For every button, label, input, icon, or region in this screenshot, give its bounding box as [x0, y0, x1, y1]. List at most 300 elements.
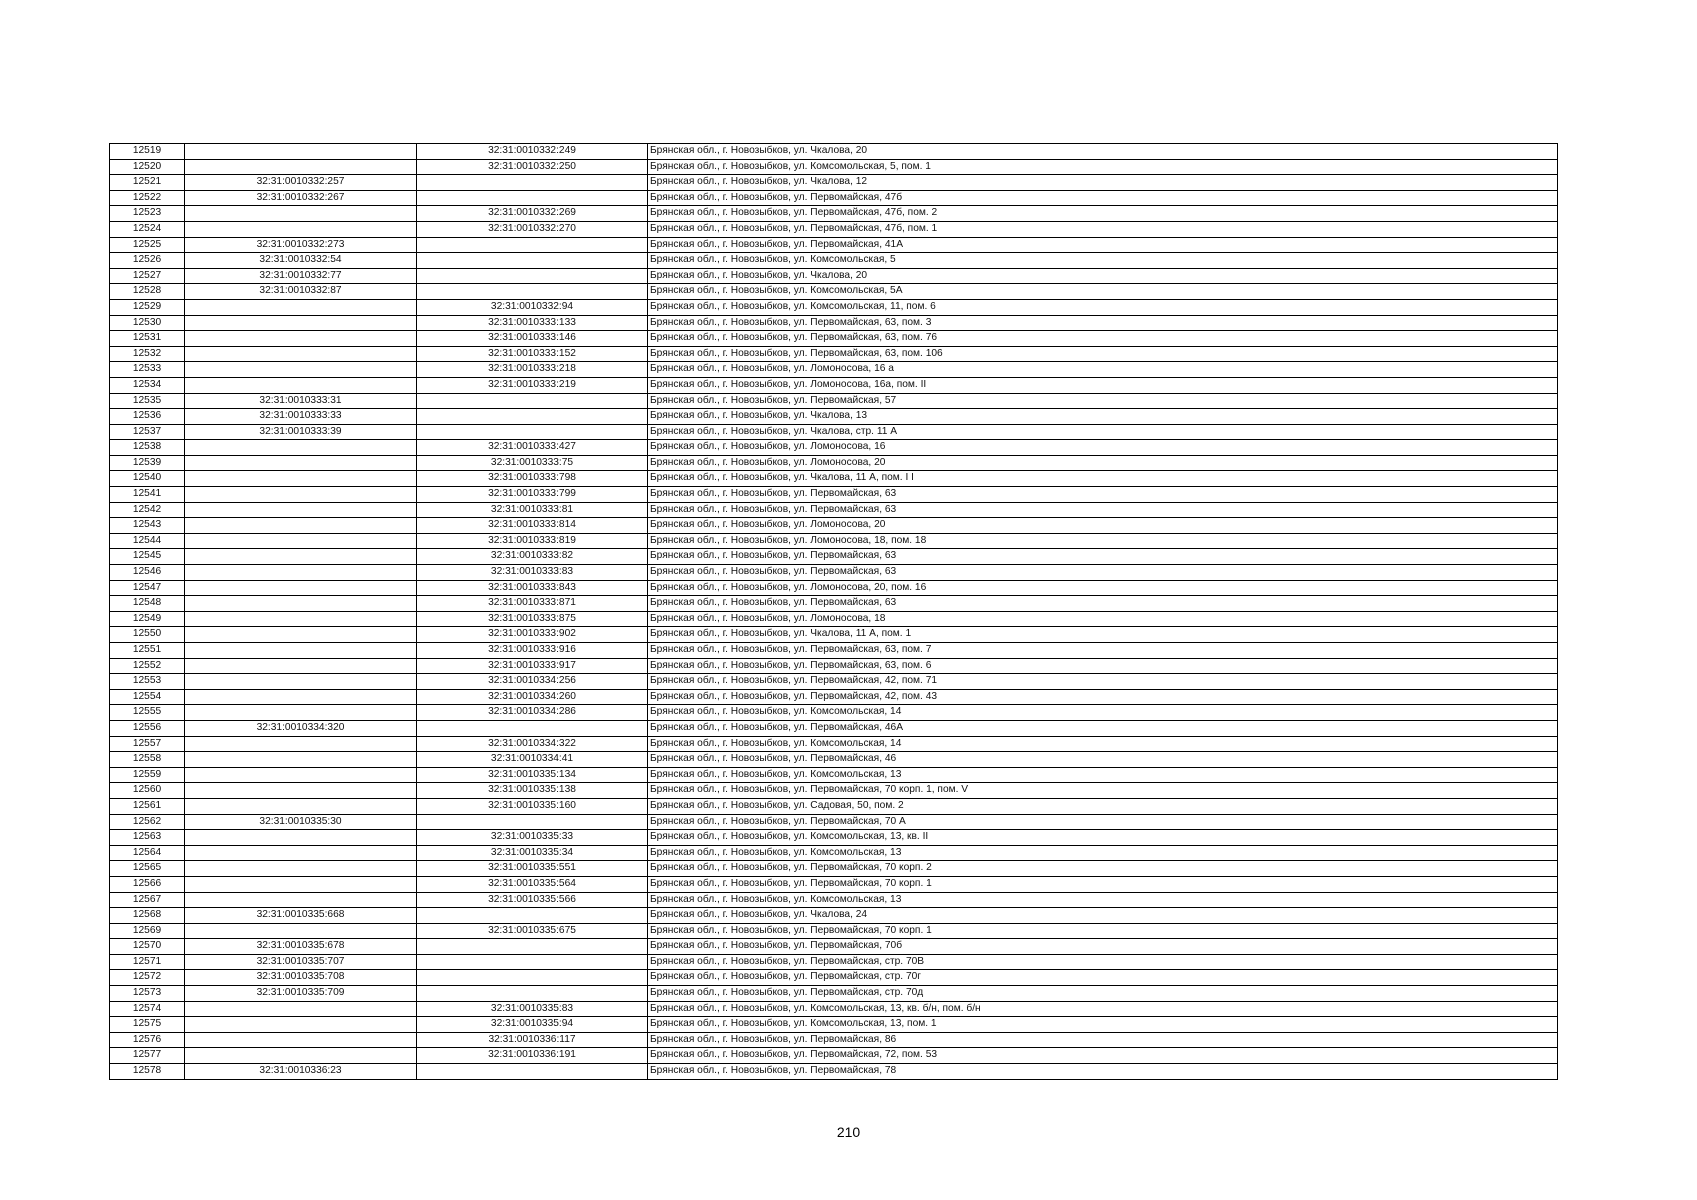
- object-cadastral-number-cell: 32:31:0010334:322: [417, 736, 648, 752]
- row-number-cell: 12553: [110, 674, 185, 690]
- land-cadastral-number-cell: 32:31:0010335:678: [185, 939, 417, 955]
- land-cadastral-number-cell: [185, 502, 417, 518]
- object-cadastral-number-cell: 32:31:0010333:814: [417, 518, 648, 534]
- table-row: [110, 908, 1558, 924]
- address-cell: Брянская обл., г. Новозыбков, ул. Комсомольская, 14: [648, 705, 1558, 721]
- table-row: [110, 268, 1558, 284]
- table-row: [110, 1017, 1558, 1033]
- address-cell: Брянская обл., г. Новозыбков, ул. Первомайская, 72, пом. 53: [648, 1048, 1558, 1064]
- land-cadastral-number-cell: [185, 1017, 417, 1033]
- address-cell: Брянская обл., г. Новозыбков, ул. Ломоносова, 18: [648, 611, 1558, 627]
- row-number-cell: 12562: [110, 814, 185, 830]
- row-number-cell: 12554: [110, 689, 185, 705]
- table-row: [110, 455, 1558, 471]
- table-row: [110, 658, 1558, 674]
- table-row: [110, 892, 1558, 908]
- land-cadastral-number-cell: [185, 798, 417, 814]
- object-cadastral-number-cell: 32:31:0010335:160: [417, 798, 648, 814]
- land-cadastral-number-cell: [185, 643, 417, 659]
- cadastral-registry-table: [109, 143, 1558, 1080]
- object-cadastral-number-cell: 32:31:0010335:566: [417, 892, 648, 908]
- address-cell: Брянская обл., г. Новозыбков, ул. Первомайская, 47б: [648, 190, 1558, 206]
- row-number-cell: 12531: [110, 331, 185, 347]
- address-cell: Брянская обл., г. Новозыбков, ул. Первомайская, 78: [648, 1064, 1558, 1080]
- row-number-cell: 12548: [110, 596, 185, 612]
- land-cadastral-number-cell: 32:31:0010334:320: [185, 720, 417, 736]
- land-cadastral-number-cell: [185, 580, 417, 596]
- land-cadastral-number-cell: 32:31:0010335:668: [185, 908, 417, 924]
- row-number-cell: 12529: [110, 299, 185, 315]
- object-cadastral-number-cell: 32:31:0010335:83: [417, 1001, 648, 1017]
- table-row: [110, 284, 1558, 300]
- row-number-cell: 12556: [110, 720, 185, 736]
- land-cadastral-number-cell: [185, 1032, 417, 1048]
- table-row: [110, 1001, 1558, 1017]
- row-number-cell: 12573: [110, 986, 185, 1002]
- row-number-cell: 12578: [110, 1064, 185, 1080]
- address-cell: Брянская обл., г. Новозыбков, ул. Первомайская, 70 корп. 2: [648, 861, 1558, 877]
- table-row: [110, 643, 1558, 659]
- row-number-cell: 12570: [110, 939, 185, 955]
- row-number-cell: 12566: [110, 876, 185, 892]
- object-cadastral-number-cell: [417, 939, 648, 955]
- table-row: [110, 533, 1558, 549]
- row-number-cell: 12546: [110, 565, 185, 581]
- table-row: [110, 611, 1558, 627]
- object-cadastral-number-cell: 32:31:0010333:152: [417, 346, 648, 362]
- row-number-cell: 12526: [110, 253, 185, 269]
- table-row: [110, 876, 1558, 892]
- object-cadastral-number-cell: [417, 424, 648, 440]
- object-cadastral-number-cell: 32:31:0010333:916: [417, 643, 648, 659]
- object-cadastral-number-cell: 32:31:0010332:250: [417, 159, 648, 175]
- land-cadastral-number-cell: [185, 767, 417, 783]
- object-cadastral-number-cell: 32:31:0010333:875: [417, 611, 648, 627]
- object-cadastral-number-cell: [417, 175, 648, 191]
- address-cell: Брянская обл., г. Новозыбков, ул. Первомайская, 70 корп. 1: [648, 876, 1558, 892]
- table-row: [110, 518, 1558, 534]
- address-cell: Брянская обл., г. Новозыбков, ул. Первомайская, 63, пом. 106: [648, 346, 1558, 362]
- address-cell: Брянская обл., г. Новозыбков, ул. Комсомольская, 13: [648, 767, 1558, 783]
- land-cadastral-number-cell: 32:31:0010333:31: [185, 393, 417, 409]
- land-cadastral-number-cell: [185, 892, 417, 908]
- object-cadastral-number-cell: 32:31:0010333:218: [417, 362, 648, 378]
- address-cell: Брянская обл., г. Новозыбков, ул. Ломоносова, 20: [648, 455, 1558, 471]
- object-cadastral-number-cell: [417, 954, 648, 970]
- row-number-cell: 12565: [110, 861, 185, 877]
- address-cell: Брянская обл., г. Новозыбков, ул. Чкалова, 20: [648, 144, 1558, 160]
- row-number-cell: 12527: [110, 268, 185, 284]
- row-number-cell: 12523: [110, 206, 185, 222]
- table-row: [110, 830, 1558, 846]
- row-number-cell: 12528: [110, 284, 185, 300]
- table-row: [110, 175, 1558, 191]
- land-cadastral-number-cell: 32:31:0010336:23: [185, 1064, 417, 1080]
- land-cadastral-number-cell: [185, 299, 417, 315]
- address-cell: Брянская обл., г. Новозыбков, ул. Первомайская, 70 А: [648, 814, 1558, 830]
- object-cadastral-number-cell: [417, 284, 648, 300]
- row-number-cell: 12552: [110, 658, 185, 674]
- table-row: [110, 674, 1558, 690]
- row-number-cell: 12525: [110, 237, 185, 253]
- object-cadastral-number-cell: 32:31:0010332:249: [417, 144, 648, 160]
- address-cell: Брянская обл., г. Новозыбков, ул. Ломоносова, 20: [648, 518, 1558, 534]
- row-number-cell: 12533: [110, 362, 185, 378]
- table-row: [110, 720, 1558, 736]
- address-cell: Брянская обл., г. Новозыбков, ул. Первомайская, 42, пом. 71: [648, 674, 1558, 690]
- land-cadastral-number-cell: [185, 736, 417, 752]
- registry-sheet: [109, 143, 1557, 1080]
- address-cell: Брянская обл., г. Новозыбков, ул. Комсомольская, 5: [648, 253, 1558, 269]
- row-number-cell: 12564: [110, 845, 185, 861]
- address-cell: Брянская обл., г. Новозыбков, ул. Первомайская, 63: [648, 487, 1558, 503]
- land-cadastral-number-cell: [185, 596, 417, 612]
- land-cadastral-number-cell: [185, 518, 417, 534]
- land-cadastral-number-cell: [185, 471, 417, 487]
- table-row: [110, 939, 1558, 955]
- land-cadastral-number-cell: [185, 674, 417, 690]
- land-cadastral-number-cell: 32:31:0010332:87: [185, 284, 417, 300]
- address-cell: Брянская обл., г. Новозыбков, ул. Первомайская, 63: [648, 596, 1558, 612]
- address-cell: Брянская обл., г. Новозыбков, ул. Чкалова, 11 А, пом. I I: [648, 471, 1558, 487]
- row-number-cell: 12530: [110, 315, 185, 331]
- table-row: [110, 299, 1558, 315]
- table-row: [110, 159, 1558, 175]
- row-number-cell: 12577: [110, 1048, 185, 1064]
- land-cadastral-number-cell: 32:31:0010333:39: [185, 424, 417, 440]
- table-row: [110, 580, 1558, 596]
- table-row: [110, 346, 1558, 362]
- object-cadastral-number-cell: 32:31:0010335:551: [417, 861, 648, 877]
- address-cell: Брянская обл., г. Новозыбков, ул. Ломоносова, 20, пом. 16: [648, 580, 1558, 596]
- land-cadastral-number-cell: 32:31:0010335:709: [185, 986, 417, 1002]
- object-cadastral-number-cell: 32:31:0010332:270: [417, 221, 648, 237]
- table-row: [110, 331, 1558, 347]
- table-row: [110, 814, 1558, 830]
- address-cell: Брянская обл., г. Новозыбков, ул. Первомайская, 46А: [648, 720, 1558, 736]
- land-cadastral-number-cell: [185, 611, 417, 627]
- object-cadastral-number-cell: [417, 814, 648, 830]
- table-row: [110, 596, 1558, 612]
- land-cadastral-number-cell: [185, 221, 417, 237]
- address-cell: Брянская обл., г. Новозыбков, ул. Первомайская, 47б, пом. 2: [648, 206, 1558, 222]
- address-cell: Брянская обл., г. Новозыбков, ул. Чкалова, стр. 11 А: [648, 424, 1558, 440]
- object-cadastral-number-cell: 32:31:0010333:81: [417, 502, 648, 518]
- table-row: [110, 424, 1558, 440]
- address-cell: Брянская обл., г. Новозыбков, ул. Ломоносова, 16 а: [648, 362, 1558, 378]
- row-number-cell: 12549: [110, 611, 185, 627]
- object-cadastral-number-cell: 32:31:0010334:260: [417, 689, 648, 705]
- object-cadastral-number-cell: [417, 409, 648, 425]
- object-cadastral-number-cell: 32:31:0010334:41: [417, 752, 648, 768]
- row-number-cell: 12545: [110, 549, 185, 565]
- address-cell: Брянская обл., г. Новозыбков, ул. Первомайская, стр. 70В: [648, 954, 1558, 970]
- object-cadastral-number-cell: 32:31:0010332:94: [417, 299, 648, 315]
- address-cell: Брянская обл., г. Новозыбков, ул. Первомайская, 46: [648, 752, 1558, 768]
- row-number-cell: 12535: [110, 393, 185, 409]
- object-cadastral-number-cell: 32:31:0010333:819: [417, 533, 648, 549]
- table-row: [110, 221, 1558, 237]
- address-cell: Брянская обл., г. Новозыбков, ул. Комсомольская, 13, кв. II: [648, 830, 1558, 846]
- table-row: [110, 1032, 1558, 1048]
- table-row: [110, 736, 1558, 752]
- land-cadastral-number-cell: [185, 1048, 417, 1064]
- object-cadastral-number-cell: 32:31:0010335:564: [417, 876, 648, 892]
- row-number-cell: 12542: [110, 502, 185, 518]
- row-number-cell: 12547: [110, 580, 185, 596]
- row-number-cell: 12541: [110, 487, 185, 503]
- row-number-cell: 12543: [110, 518, 185, 534]
- address-cell: Брянская обл., г. Новозыбков, ул. Чкалова, 11 А, пом. 1: [648, 627, 1558, 643]
- object-cadastral-number-cell: 32:31:0010335:34: [417, 845, 648, 861]
- row-number-cell: 12561: [110, 798, 185, 814]
- row-number-cell: 12574: [110, 1001, 185, 1017]
- land-cadastral-number-cell: [185, 783, 417, 799]
- address-cell: Брянская обл., г. Новозыбков, ул. Первомайская, 63, пом. 7: [648, 643, 1558, 659]
- address-cell: Брянская обл., г. Новозыбков, ул. Комсомольская, 5А: [648, 284, 1558, 300]
- table-row: [110, 409, 1558, 425]
- land-cadastral-number-cell: [185, 144, 417, 160]
- table-row: [110, 190, 1558, 206]
- object-cadastral-number-cell: [417, 720, 648, 736]
- land-cadastral-number-cell: 32:31:0010335:708: [185, 970, 417, 986]
- table-row: [110, 237, 1558, 253]
- land-cadastral-number-cell: 32:31:0010335:30: [185, 814, 417, 830]
- table-row: [110, 377, 1558, 393]
- row-number-cell: 12519: [110, 144, 185, 160]
- row-number-cell: 12551: [110, 643, 185, 659]
- address-cell: Брянская обл., г. Новозыбков, ул. Чкалова, 13: [648, 409, 1558, 425]
- land-cadastral-number-cell: 32:31:0010332:273: [185, 237, 417, 253]
- row-number-cell: 12569: [110, 923, 185, 939]
- row-number-cell: 12522: [110, 190, 185, 206]
- land-cadastral-number-cell: [185, 206, 417, 222]
- address-cell: Брянская обл., г. Новозыбков, ул. Первомайская, стр. 70г: [648, 970, 1558, 986]
- registry-table-body: [110, 144, 1558, 1080]
- address-cell: Брянская обл., г. Новозыбков, ул. Первомайская, стр. 70д: [648, 986, 1558, 1002]
- object-cadastral-number-cell: 32:31:0010333:843: [417, 580, 648, 596]
- land-cadastral-number-cell: [185, 487, 417, 503]
- object-cadastral-number-cell: 32:31:0010333:146: [417, 331, 648, 347]
- table-row: [110, 315, 1558, 331]
- table-row: [110, 440, 1558, 456]
- object-cadastral-number-cell: 32:31:0010335:134: [417, 767, 648, 783]
- row-number-cell: 12532: [110, 346, 185, 362]
- object-cadastral-number-cell: 32:31:0010333:799: [417, 487, 648, 503]
- object-cadastral-number-cell: 32:31:0010333:75: [417, 455, 648, 471]
- row-number-cell: 12563: [110, 830, 185, 846]
- land-cadastral-number-cell: [185, 845, 417, 861]
- table-row: [110, 253, 1558, 269]
- object-cadastral-number-cell: 32:31:0010333:798: [417, 471, 648, 487]
- land-cadastral-number-cell: [185, 876, 417, 892]
- land-cadastral-number-cell: [185, 689, 417, 705]
- land-cadastral-number-cell: 32:31:0010335:707: [185, 954, 417, 970]
- row-number-cell: 12536: [110, 409, 185, 425]
- address-cell: Брянская обл., г. Новозыбков, ул. Первомайская, 63, пом. 6: [648, 658, 1558, 674]
- object-cadastral-number-cell: [417, 970, 648, 986]
- address-cell: Брянская обл., г. Новозыбков, ул. Комсомольская, 5, пом. 1: [648, 159, 1558, 175]
- table-row: [110, 752, 1558, 768]
- row-number-cell: 12576: [110, 1032, 185, 1048]
- land-cadastral-number-cell: [185, 315, 417, 331]
- object-cadastral-number-cell: [417, 190, 648, 206]
- object-cadastral-number-cell: [417, 1064, 648, 1080]
- land-cadastral-number-cell: 32:31:0010332:257: [185, 175, 417, 191]
- address-cell: Брянская обл., г. Новозыбков, ул. Первомайская, 63: [648, 565, 1558, 581]
- object-cadastral-number-cell: 32:31:0010332:269: [417, 206, 648, 222]
- row-number-cell: 12544: [110, 533, 185, 549]
- object-cadastral-number-cell: 32:31:0010333:133: [417, 315, 648, 331]
- address-cell: Брянская обл., г. Новозыбков, ул. Первомайская, 63: [648, 549, 1558, 565]
- object-cadastral-number-cell: [417, 237, 648, 253]
- object-cadastral-number-cell: 32:31:0010333:902: [417, 627, 648, 643]
- table-row: [110, 549, 1558, 565]
- row-number-cell: 12567: [110, 892, 185, 908]
- object-cadastral-number-cell: 32:31:0010335:138: [417, 783, 648, 799]
- page-number: 210: [836, 1124, 861, 1140]
- address-cell: Брянская обл., г. Новозыбков, ул. Ломоносова, 16: [648, 440, 1558, 456]
- address-cell: Брянская обл., г. Новозыбков, ул. Садовая, 50, пом. 2: [648, 798, 1558, 814]
- address-cell: Брянская обл., г. Новозыбков, ул. Первомайская, 63: [648, 502, 1558, 518]
- object-cadastral-number-cell: 32:31:0010335:94: [417, 1017, 648, 1033]
- table-row: [110, 798, 1558, 814]
- address-cell: Брянская обл., г. Новозыбков, ул. Комсомольская, 13, пом. 1: [648, 1017, 1558, 1033]
- object-cadastral-number-cell: [417, 393, 648, 409]
- address-cell: Брянская обл., г. Новозыбков, ул. Первомайская, 57: [648, 393, 1558, 409]
- address-cell: Брянская обл., г. Новозыбков, ул. Комсомольская, 11, пом. 6: [648, 299, 1558, 315]
- row-number-cell: 12524: [110, 221, 185, 237]
- table-row: [110, 1048, 1558, 1064]
- land-cadastral-number-cell: [185, 346, 417, 362]
- land-cadastral-number-cell: [185, 861, 417, 877]
- table-row: [110, 845, 1558, 861]
- object-cadastral-number-cell: 32:31:0010336:191: [417, 1048, 648, 1064]
- address-cell: Брянская обл., г. Новозыбков, ул. Первомайская, 41А: [648, 237, 1558, 253]
- land-cadastral-number-cell: [185, 830, 417, 846]
- row-number-cell: 12540: [110, 471, 185, 487]
- address-cell: Брянская обл., г. Новозыбков, ул. Первомайская, 70б: [648, 939, 1558, 955]
- table-row: [110, 1064, 1558, 1080]
- table-row: [110, 502, 1558, 518]
- land-cadastral-number-cell: [185, 1001, 417, 1017]
- row-number-cell: 12560: [110, 783, 185, 799]
- land-cadastral-number-cell: [185, 159, 417, 175]
- object-cadastral-number-cell: 32:31:0010333:871: [417, 596, 648, 612]
- address-cell: Брянская обл., г. Новозыбков, ул. Первомайская, 42, пом. 43: [648, 689, 1558, 705]
- row-number-cell: 12537: [110, 424, 185, 440]
- object-cadastral-number-cell: 32:31:0010334:286: [417, 705, 648, 721]
- object-cadastral-number-cell: [417, 268, 648, 284]
- object-cadastral-number-cell: [417, 986, 648, 1002]
- land-cadastral-number-cell: [185, 331, 417, 347]
- row-number-cell: 12534: [110, 377, 185, 393]
- table-row: [110, 144, 1558, 160]
- land-cadastral-number-cell: [185, 627, 417, 643]
- object-cadastral-number-cell: [417, 908, 648, 924]
- row-number-cell: 12539: [110, 455, 185, 471]
- row-number-cell: 12557: [110, 736, 185, 752]
- land-cadastral-number-cell: [185, 923, 417, 939]
- land-cadastral-number-cell: 32:31:0010332:54: [185, 253, 417, 269]
- table-row: [110, 487, 1558, 503]
- table-row: [110, 783, 1558, 799]
- land-cadastral-number-cell: 32:31:0010333:33: [185, 409, 417, 425]
- row-number-cell: 12558: [110, 752, 185, 768]
- address-cell: Брянская обл., г. Новозыбков, ул. Первомайская, 70 корп. 1, пом. V: [648, 783, 1558, 799]
- table-row: [110, 861, 1558, 877]
- row-number-cell: 12572: [110, 970, 185, 986]
- address-cell: Брянская обл., г. Новозыбков, ул. Чкалова, 24: [648, 908, 1558, 924]
- table-row: [110, 471, 1558, 487]
- row-number-cell: 12538: [110, 440, 185, 456]
- land-cadastral-number-cell: [185, 565, 417, 581]
- row-number-cell: 12571: [110, 954, 185, 970]
- table-row: [110, 627, 1558, 643]
- land-cadastral-number-cell: [185, 752, 417, 768]
- row-number-cell: 12520: [110, 159, 185, 175]
- table-row: [110, 970, 1558, 986]
- table-row: [110, 767, 1558, 783]
- address-cell: Брянская обл., г. Новозыбков, ул. Чкалова, 12: [648, 175, 1558, 191]
- land-cadastral-number-cell: [185, 549, 417, 565]
- table-row: [110, 689, 1558, 705]
- land-cadastral-number-cell: [185, 440, 417, 456]
- object-cadastral-number-cell: 32:31:0010335:675: [417, 923, 648, 939]
- row-number-cell: 12575: [110, 1017, 185, 1033]
- object-cadastral-number-cell: 32:31:0010333:82: [417, 549, 648, 565]
- address-cell: Брянская обл., г. Новозыбков, ул. Первомайская, 63, пом. 3: [648, 315, 1558, 331]
- object-cadastral-number-cell: [417, 253, 648, 269]
- address-cell: Брянская обл., г. Новозыбков, ул. Комсомольская, 13: [648, 845, 1558, 861]
- object-cadastral-number-cell: 32:31:0010335:33: [417, 830, 648, 846]
- row-number-cell: 12550: [110, 627, 185, 643]
- object-cadastral-number-cell: 32:31:0010336:117: [417, 1032, 648, 1048]
- address-cell: Брянская обл., г. Новозыбков, ул. Первомайская, 47б, пом. 1: [648, 221, 1558, 237]
- table-row: [110, 923, 1558, 939]
- address-cell: Брянская обл., г. Новозыбков, ул. Ломоносова, 16а, пом. II: [648, 377, 1558, 393]
- land-cadastral-number-cell: [185, 658, 417, 674]
- object-cadastral-number-cell: 32:31:0010333:219: [417, 377, 648, 393]
- land-cadastral-number-cell: [185, 455, 417, 471]
- table-row: [110, 986, 1558, 1002]
- row-number-cell: 12555: [110, 705, 185, 721]
- land-cadastral-number-cell: [185, 533, 417, 549]
- address-cell: Брянская обл., г. Новозыбков, ул. Ломоносова, 18, пом. 18: [648, 533, 1558, 549]
- land-cadastral-number-cell: [185, 362, 417, 378]
- table-row: [110, 954, 1558, 970]
- row-number-cell: 12521: [110, 175, 185, 191]
- address-cell: Брянская обл., г. Новозыбков, ул. Комсомольская, 13, кв. б/н, пом. б/н: [648, 1001, 1558, 1017]
- address-cell: Брянская обл., г. Новозыбков, ул. Комсомольская, 14: [648, 736, 1558, 752]
- table-row: [110, 393, 1558, 409]
- land-cadastral-number-cell: 32:31:0010332:77: [185, 268, 417, 284]
- row-number-cell: 12568: [110, 908, 185, 924]
- table-row: [110, 362, 1558, 378]
- address-cell: Брянская обл., г. Новозыбков, ул. Первомайская, 86: [648, 1032, 1558, 1048]
- object-cadastral-number-cell: 32:31:0010333:917: [417, 658, 648, 674]
- address-cell: Брянская обл., г. Новозыбков, ул. Первомайская, 70 корп. 1: [648, 923, 1558, 939]
- table-row: [110, 705, 1558, 721]
- land-cadastral-number-cell: [185, 705, 417, 721]
- address-cell: Брянская обл., г. Новозыбков, ул. Комсомольская, 13: [648, 892, 1558, 908]
- object-cadastral-number-cell: 32:31:0010333:83: [417, 565, 648, 581]
- table-row: [110, 206, 1558, 222]
- address-cell: Брянская обл., г. Новозыбков, ул. Первомайская, 63, пом. 76: [648, 331, 1558, 347]
- address-cell: Брянская обл., г. Новозыбков, ул. Чкалова, 20: [648, 268, 1558, 284]
- row-number-cell: 12559: [110, 767, 185, 783]
- table-row: [110, 565, 1558, 581]
